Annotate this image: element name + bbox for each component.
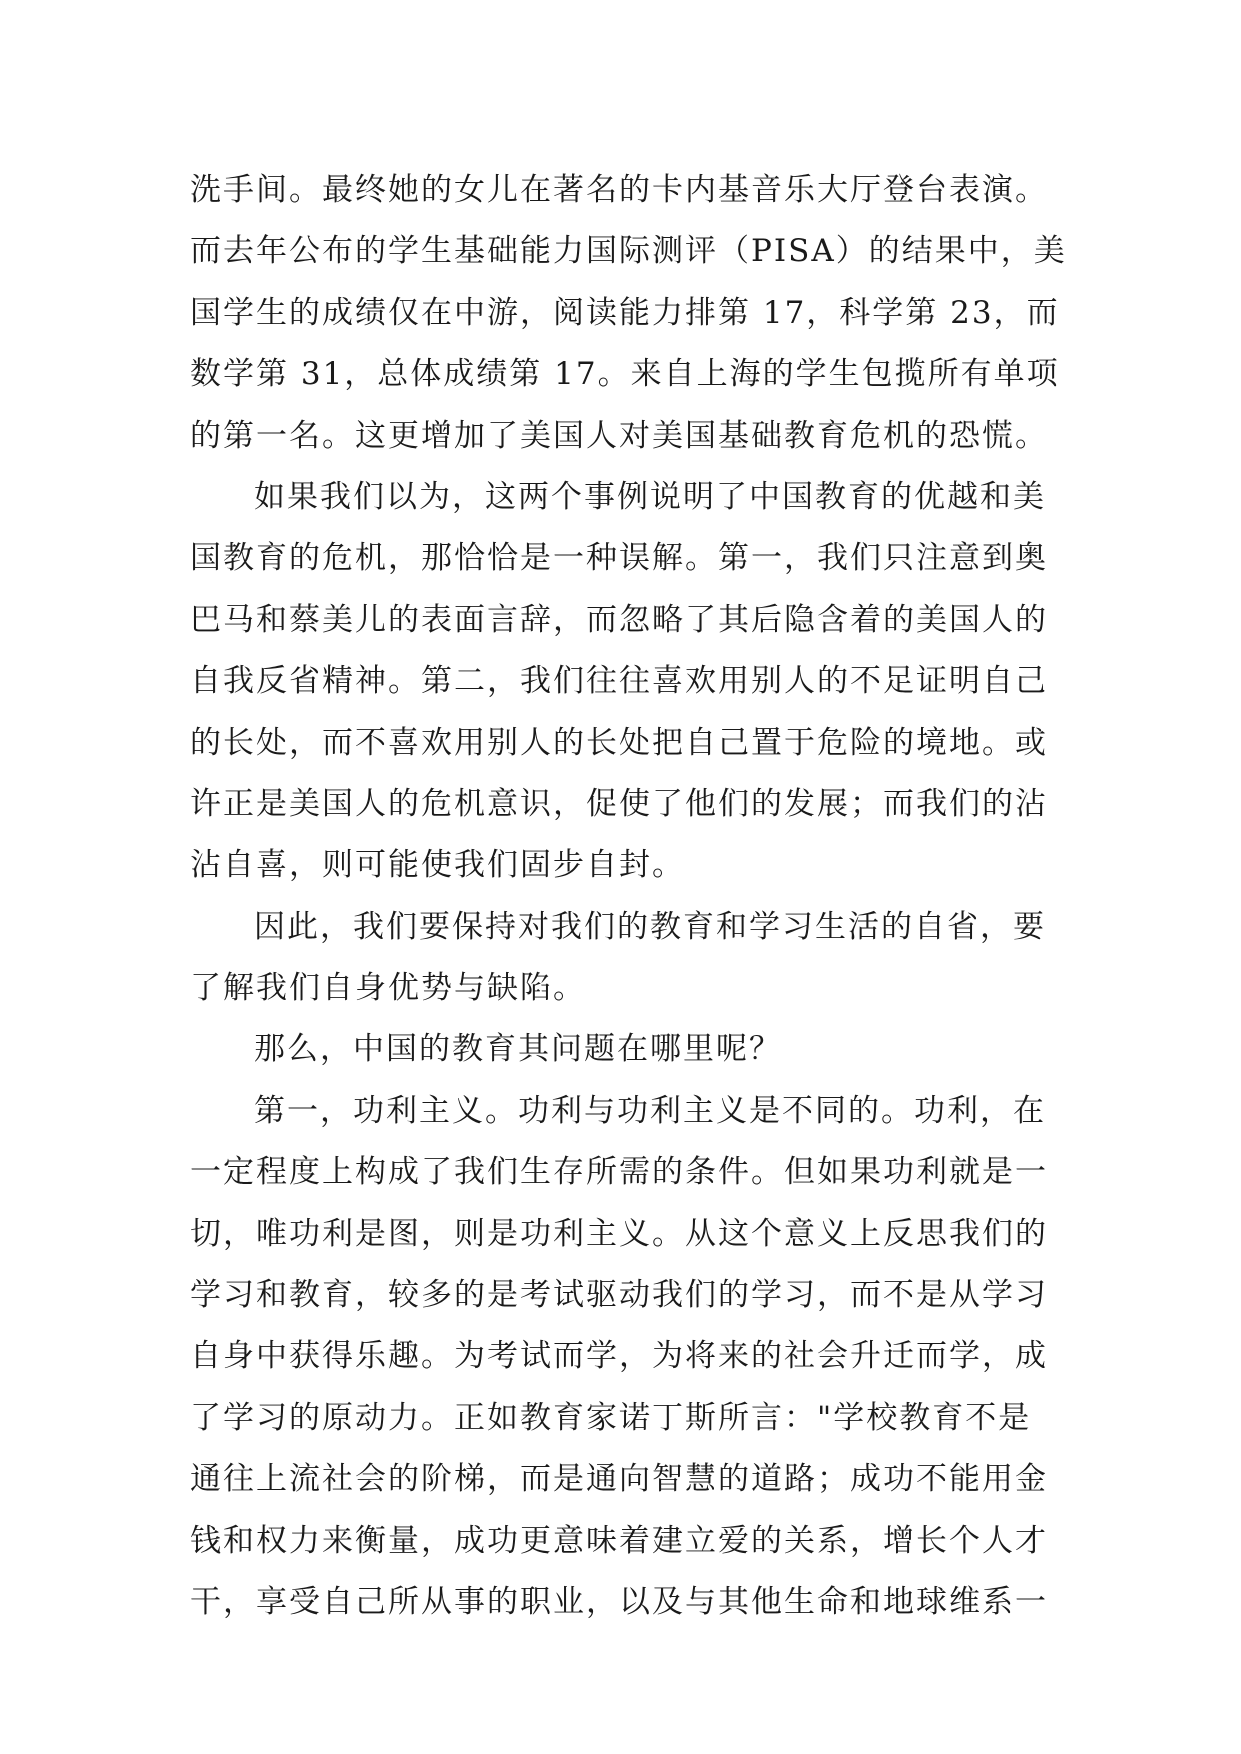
paragraph-start-line: 第一，功利主义。功利与功利主义是不同的。功利，在 <box>254 1092 1046 1129</box>
paragraph-start-line: 因此，我们要保持对我们的教育和学习生活的自省，要 <box>254 908 1046 945</box>
text-line: 的第一名。这更增加了美国人对美国基础教育危机的恐慌。 <box>190 417 1048 454</box>
text-line: 国学生的成绩仅在中游，阅读能力排第 17，科学第 23，而 <box>190 294 1060 331</box>
text-line: 钱和权力来衡量，成功更意味着建立爱的关系，增长个人才 <box>190 1522 1048 1559</box>
text-line: 的长处，而不喜欢用别人的长处把自己置于危险的境地。或 <box>190 724 1048 761</box>
text-line: 了学习的原动力。正如教育家诺丁斯所言："学校教育不是 <box>190 1399 1032 1436</box>
text-line: 自身中获得乐趣。为考试而学，为将来的社会升迁而学，成 <box>190 1338 1048 1375</box>
text-line: 干，享受自己所从事的职业，以及与其他生命和地球维系一 <box>190 1583 1048 1620</box>
text-line: 洗手间。最终她的女儿在著名的卡内基音乐大厅登台表演。 <box>190 172 1048 208</box>
text-line: 而去年公布的学生基础能力国际测评（PISA）的结果中，美 <box>190 233 1067 270</box>
paragraph-start-line: 如果我们以为，这两个事例说明了中国教育的优越和美 <box>254 478 1046 515</box>
text-line: 沾自喜，则可能使我们固步自封。 <box>190 847 685 884</box>
text-line: 许正是美国人的危机意识，促使了他们的发展；而我们的沾 <box>190 785 1048 822</box>
text-line: 巴马和蔡美儿的表面言辞，而忽略了其后隐含着的美国人的 <box>190 601 1048 638</box>
paragraph-start-line: 那么，中国的教育其问题在哪里呢？ <box>254 1031 782 1068</box>
text-line: 数学第 31，总体成绩第 17。来自上海的学生包揽所有单项 <box>190 356 1060 393</box>
text-line: 切，唯功利是图，则是功利主义。从这个意义上反思我们的 <box>190 1215 1048 1252</box>
body-text <box>190 160 1070 1633</box>
text-line: 自我反省精神。第二，我们往往喜欢用别人的不足证明自己 <box>190 663 1048 700</box>
text-line: 了解我们自身优势与缺陷。 <box>190 970 586 1007</box>
text-line: 通往上流社会的阶梯，而是通向智慧的道路；成功不能用金 <box>190 1461 1048 1498</box>
text-line: 国教育的危机，那恰恰是一种误解。第一，我们只注意到奥 <box>190 540 1048 577</box>
text-line: 学习和教育，较多的是考试驱动我们的学习，而不是从学习 <box>190 1277 1048 1314</box>
text-line: 一定程度上构成了我们生存所需的条件。但如果功利就是一 <box>190 1154 1048 1191</box>
